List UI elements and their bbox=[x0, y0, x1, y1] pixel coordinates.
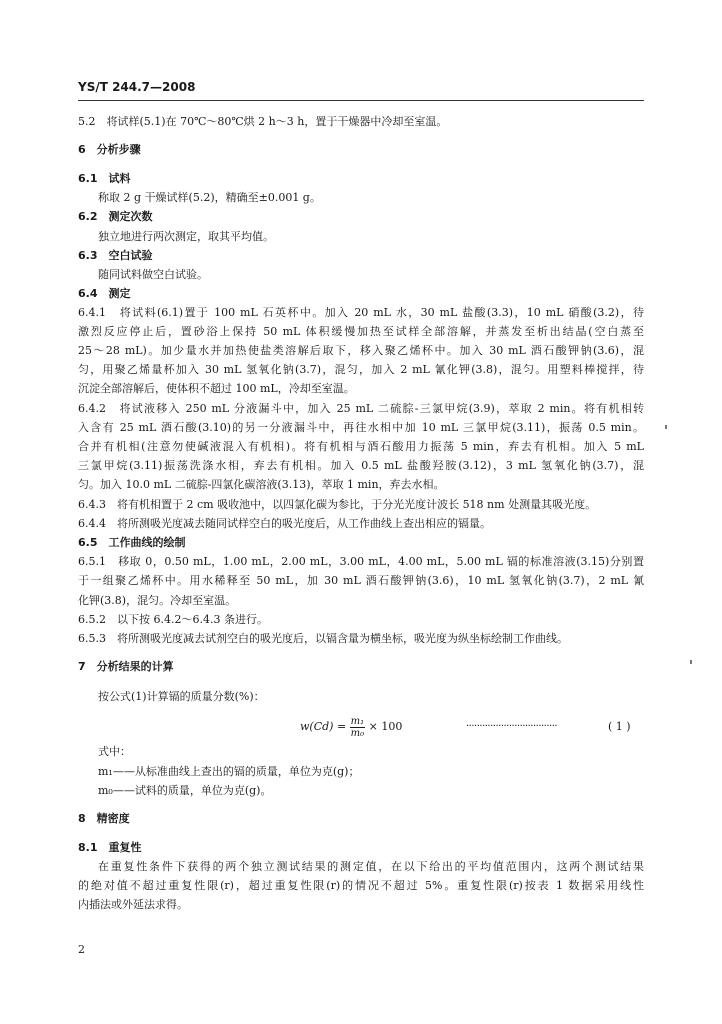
clause-6-1-text: 称取 2 g 干燥试样(5.2)，精确至±0.001 g。 bbox=[98, 191, 321, 204]
variable-m1-definition: m₁——从标准曲线上查出的镉的质量，单位为克(g)； bbox=[98, 765, 360, 778]
variable-m0-definition: m₀——试料的质量，单位为克(g)。 bbox=[98, 784, 272, 797]
clause-6-5-1-line1: 6.5.1 移取 0，0.50 mL，1.00 mL，2.00 mL，3.00 mL，4.00 mL，5.00 mL 镉的标准溶液(3.15)分别置 bbox=[78, 555, 644, 568]
clause-8-1-line1: 在重复性条件下获得的两个独立测试结果的测定值，在以下给出的平均值范围内，这两个测试结果 bbox=[98, 860, 644, 873]
formula-numerator: m₁ bbox=[350, 715, 365, 727]
section-7-heading: 7 分析结果的计算 bbox=[78, 660, 174, 673]
clause-6-5-heading: 6.5 工作曲线的绘制 bbox=[78, 536, 186, 549]
clause-6-4-1-line5: 沉淀全部溶解后，使体积不超过 100 mL，冷却至室温。 bbox=[78, 382, 355, 395]
scan-speck bbox=[690, 660, 692, 664]
clause-6-4-2-line2: 入含有 25 mL 酒石酸(3.10)的另一分液漏斗中，再往水相中加 10 mL 三氯甲烷(3.11)，振荡 0.5 min。 bbox=[78, 421, 644, 434]
clause-6-3-heading: 6.3 空白试验 bbox=[78, 249, 153, 262]
clause-6-4-2-line1: 6.4.2 将试液移入 250 mL 分液漏斗中，加入 25 mL 二硫腙-三氯甲烷(3.9)，萃取 2 min。将有机相转 bbox=[78, 402, 644, 415]
standard-number: YS/T 244.7—2008 bbox=[78, 80, 196, 94]
clause-6-2-text: 独立地进行两次测定，取其平均值。 bbox=[98, 230, 274, 243]
clause-6-5-1-line2: 于一组聚乙烯杯中。用水稀释至 50 mL，加 30 mL 酒石酸钾钠(3.6)，10 mL 氢氧化钠(3.7)，2 mL 氰 bbox=[78, 574, 644, 587]
formula-denominator: m₀ bbox=[350, 727, 365, 739]
formula-rhs: × 100 bbox=[368, 720, 403, 733]
clause-6-4-2-line4: 三氯甲烷(3.11)振荡洗涤水相，弃去有机相。加入 0.5 mL 盐酸羟胺(3.12)，3 mL 氢氧化钠(3.7)，混 bbox=[78, 459, 644, 472]
clause-8-1-heading: 8.1 重复性 bbox=[78, 841, 142, 854]
formula-fraction bbox=[350, 716, 366, 739]
clause-6-4-1-line2: 激烈反应停止后，置砂浴上保持 50 mL 体积缓慢加热至试样全部溶解，并蒸发至析出结晶(空白蒸至 bbox=[78, 325, 644, 338]
clause-8-1-line2: 的绝对值不超过重复性限(r)，超过重复性限(r)的情况不超过 5%。重复性限(r)按表 1 数据采用线性 bbox=[78, 879, 644, 892]
clause-6-4-1-line1: 6.4.1 将试料(6.1)置于 100 mL 石英杯中。加入 20 mL 水，30 mL 盐酸(3.3)，10 mL 硝酸(3.2)，待 bbox=[78, 306, 644, 319]
clause-5-2: 5.2 将试样(5.1)在 70℃～80℃烘 2 h～3 h，置于干燥器中冷却至室温。 bbox=[78, 115, 448, 128]
formula-1 bbox=[300, 712, 402, 742]
formula-number: ( 1 ) bbox=[608, 720, 631, 733]
clause-6-4-heading: 6.4 测定 bbox=[78, 287, 131, 300]
clause-6-3-text: 随同试料做空白试验。 bbox=[98, 268, 208, 281]
clause-6-2-heading: 6.2 测定次数 bbox=[78, 210, 153, 223]
header-rule bbox=[78, 100, 644, 101]
clause-6-4-1-line4: 匀，用聚乙烯量杯加入 30 mL 氢氧化钠(3.7)，混匀，加入 2 mL 氰化钾(3.8)，混匀。用塑料棒搅拌，待 bbox=[78, 363, 644, 376]
clause-6-1-heading: 6.1 试料 bbox=[78, 172, 131, 185]
page-number: 2 bbox=[78, 943, 85, 956]
section-6-heading: 6 分析步骤 bbox=[78, 143, 141, 156]
scan-speck bbox=[665, 425, 667, 429]
clause-6-4-4: 6.4.4 将所测吸光度减去随同试样空白的吸光度后，从工作曲线上查出相应的镉量。 bbox=[78, 517, 491, 530]
formula-leader-dots: ·································· bbox=[466, 721, 558, 732]
clause-6-5-2: 6.5.2 以下按 6.4.2～6.4.3 条进行。 bbox=[78, 613, 268, 626]
clause-8-1-line3: 内插法或外延法求得。 bbox=[78, 898, 188, 911]
clause-6-4-2-line3: 合并有机相(注意勿使碱液混入有机相)。将有机相与酒石酸用力振荡 5 min，弃去有机相。加入 5 mL bbox=[78, 440, 644, 453]
clause-6-4-3: 6.4.3 将有机相置于 2 cm 吸收池中，以四氯化碳为参比，于分光光度计波长 518 nm 处测量其吸光度。 bbox=[78, 498, 597, 511]
formula-intro: 按公式(1)计算镉的质量分数(%)： bbox=[98, 690, 265, 703]
clause-6-5-1-line3: 化钾(3.8)，混匀。冷却至室温。 bbox=[78, 594, 237, 607]
where-label: 式中： bbox=[98, 745, 131, 758]
clause-6-4-2-line5: 匀。加入 10.0 mL 二硫腙-四氯化碳溶液(3.13)，萃取 1 min，弃去水相。 bbox=[78, 478, 445, 491]
section-8-heading: 8 精密度 bbox=[78, 812, 130, 825]
formula-lhs: w(Cd) = bbox=[300, 720, 347, 733]
clause-6-5-3: 6.5.3 将所测吸光度减去试剂空白的吸光度后，以镉含量为横坐标，吸光度为纵坐标绘制工作曲线。 bbox=[78, 632, 568, 645]
clause-6-4-1-line3: 25～28 mL)。加少量水并加热使盐类溶解后取下，移入聚乙烯杯中。加入 30 mL 酒石酸钾钠(3.6)，混 bbox=[78, 344, 644, 357]
